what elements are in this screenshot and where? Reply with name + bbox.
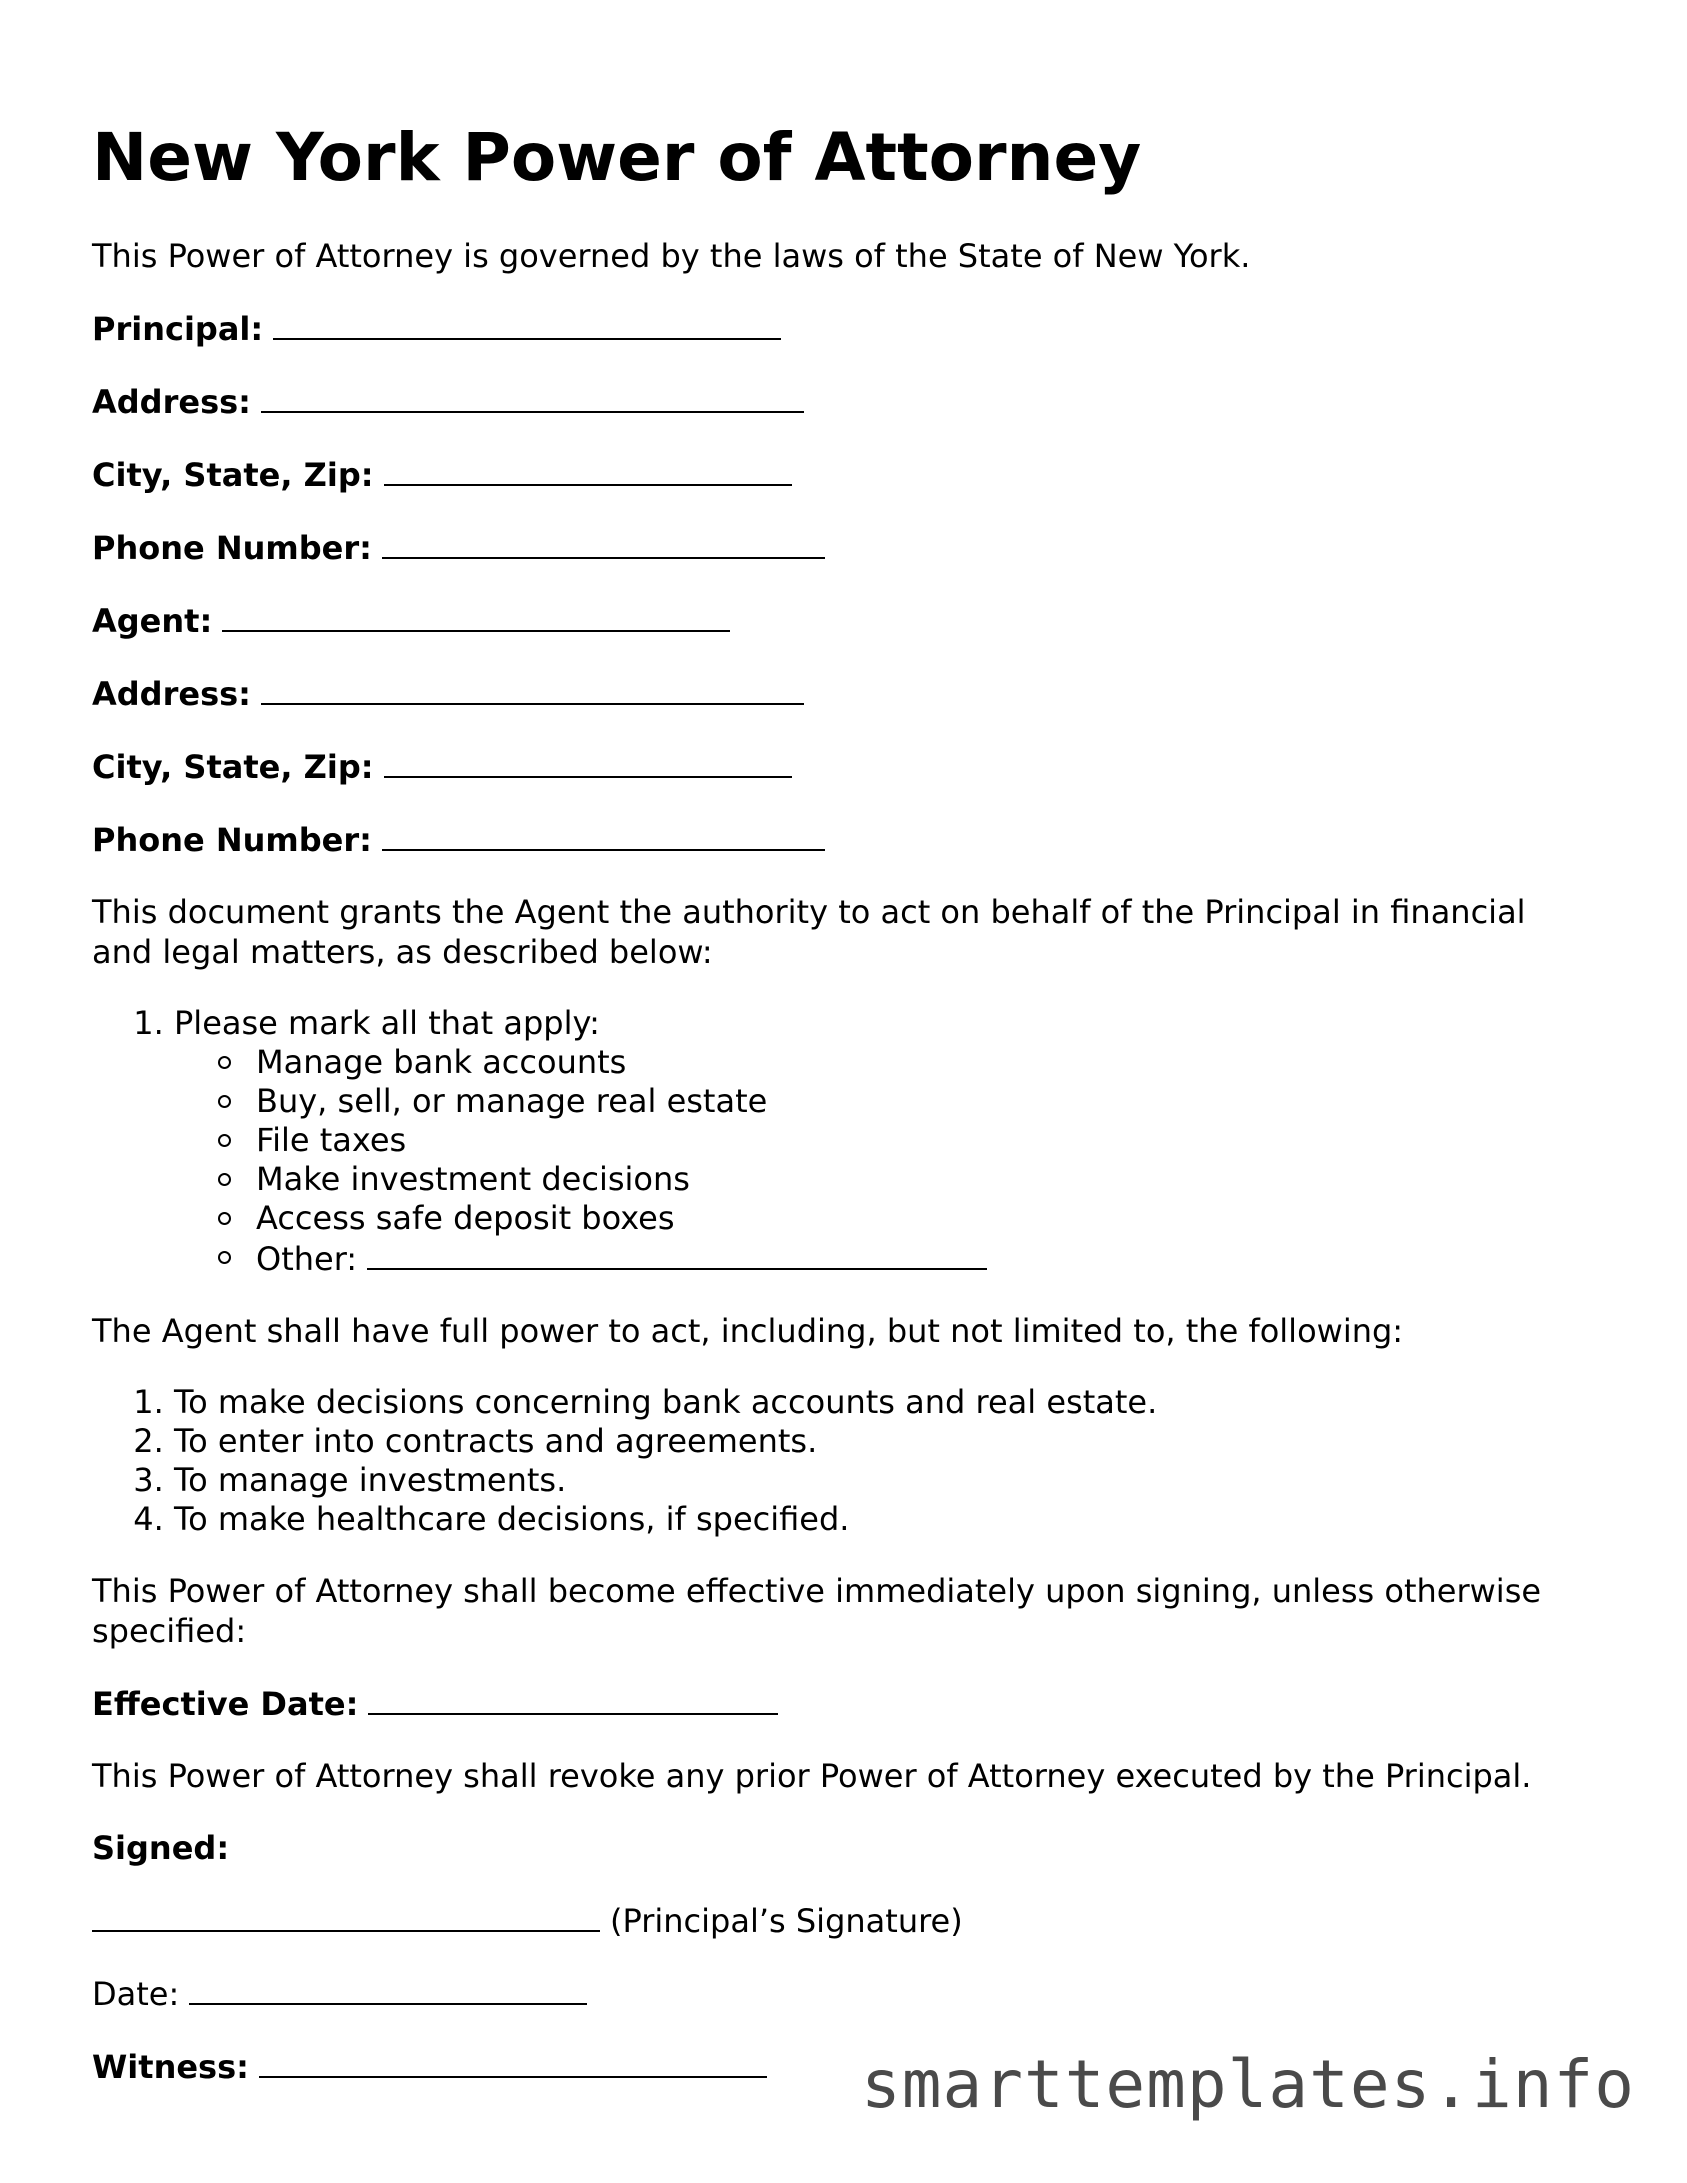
signature-caption: (Principal’s Signature) (610, 1902, 963, 1940)
witness-label: Witness: (92, 2048, 249, 2086)
signature-date-blank[interactable] (189, 1973, 587, 2005)
circle-bullet-icon (218, 1134, 231, 1147)
agent-name-blank[interactable] (222, 600, 730, 632)
power-option[interactable]: Access safe deposit boxes (256, 1199, 1602, 1238)
circle-bullet-icon (218, 1173, 231, 1186)
document-title: New York Power of Attorney (92, 119, 1142, 196)
effective-date-blank[interactable] (368, 1683, 778, 1715)
agent-phone-field (92, 819, 1602, 860)
full-powers-list (92, 1383, 1602, 1539)
effective-text: This Power of Attorney shall become effective immediately upon signing, unless otherwise specified: (92, 1572, 1542, 1650)
watermark: smarttemplates.info (861, 2046, 1635, 2123)
agent-name-field (92, 600, 1602, 641)
signed-heading (92, 1828, 1602, 1868)
circle-bullet-icon (218, 1251, 231, 1264)
grant-text: This document grants the Agent the authority to act on behalf of the Principal in financial and legal matters, as described below: (92, 893, 1526, 971)
full-power-item: 3. To manage investments. (174, 1461, 1602, 1500)
revoke-text: This Power of Attorney shall revoke any prior Power of Attorney executed by the Principal. (92, 1757, 1532, 1795)
power-option[interactable]: Manage bank accounts (256, 1043, 1602, 1082)
principal-phone-field (92, 527, 1602, 568)
power-option[interactable]: Make investment decisions (256, 1160, 1602, 1199)
full-power-item: 2. To enter into contracts and agreements. (174, 1422, 1602, 1461)
circle-bullet-icon (218, 1212, 231, 1225)
powers-list-item (174, 1004, 1602, 1279)
principal-address-label: Address: (92, 383, 251, 421)
agent-address-blank[interactable] (261, 673, 804, 705)
principal-address-blank[interactable] (261, 381, 804, 413)
power-option[interactable]: File taxes (256, 1121, 1602, 1160)
power-option[interactable]: Buy, sell, or manage real estate (256, 1082, 1602, 1121)
effective-date-label: Effective Date: (92, 1685, 359, 1723)
other-power-blank[interactable] (367, 1238, 987, 1270)
signed-label: Signed: (92, 1829, 230, 1867)
principal-name-blank[interactable] (273, 308, 781, 340)
witness-blank[interactable] (259, 2046, 767, 2078)
agent-city-field (92, 746, 1602, 787)
principal-address-field (92, 381, 1602, 422)
date-label: Date: (92, 1975, 180, 2013)
document (92, 118, 1602, 2119)
full-power-item: 1. To make decisions concerning bank accounts and real estate. (174, 1383, 1602, 1422)
governing-law-text: This Power of Attorney is governed by the laws of the State of New York. (92, 237, 1251, 275)
agent-name-label: Agent: (92, 602, 213, 640)
principal-name-label: Principal: (92, 310, 264, 348)
signature-date-field (92, 1973, 1602, 2014)
principal-city-label: City, State, Zip: (92, 456, 374, 494)
power-option-other[interactable]: Other: (256, 1238, 1602, 1279)
principal-phone-blank[interactable] (382, 527, 825, 559)
powers-list (92, 1004, 1602, 1279)
circle-bullet-icon (218, 1056, 231, 1069)
agent-phone-blank[interactable] (382, 819, 825, 851)
agent-city-label: City, State, Zip: (92, 748, 374, 786)
full-power-text: The Agent shall have full power to act, including, but not limited to, the following: (92, 1312, 1404, 1350)
full-power-item: 4. To make healthcare decisions, if specified. (174, 1500, 1602, 1539)
principal-phone-label: Phone Number: (92, 529, 372, 567)
effective-date-field (92, 1683, 1602, 1724)
agent-address-label: Address: (92, 675, 251, 713)
powers-sublist (174, 1043, 1602, 1279)
agent-address-field (92, 673, 1602, 714)
circle-bullet-icon (218, 1095, 231, 1108)
agent-phone-label: Phone Number: (92, 821, 372, 859)
principal-signature-blank[interactable] (92, 1900, 600, 1932)
principal-name-field (92, 308, 1602, 349)
agent-city-blank[interactable] (384, 746, 792, 778)
principal-city-field (92, 454, 1602, 495)
principal-signature-field (92, 1900, 1602, 1941)
principal-city-blank[interactable] (384, 454, 792, 486)
powers-list-heading: Please mark all that apply: (174, 1004, 600, 1042)
